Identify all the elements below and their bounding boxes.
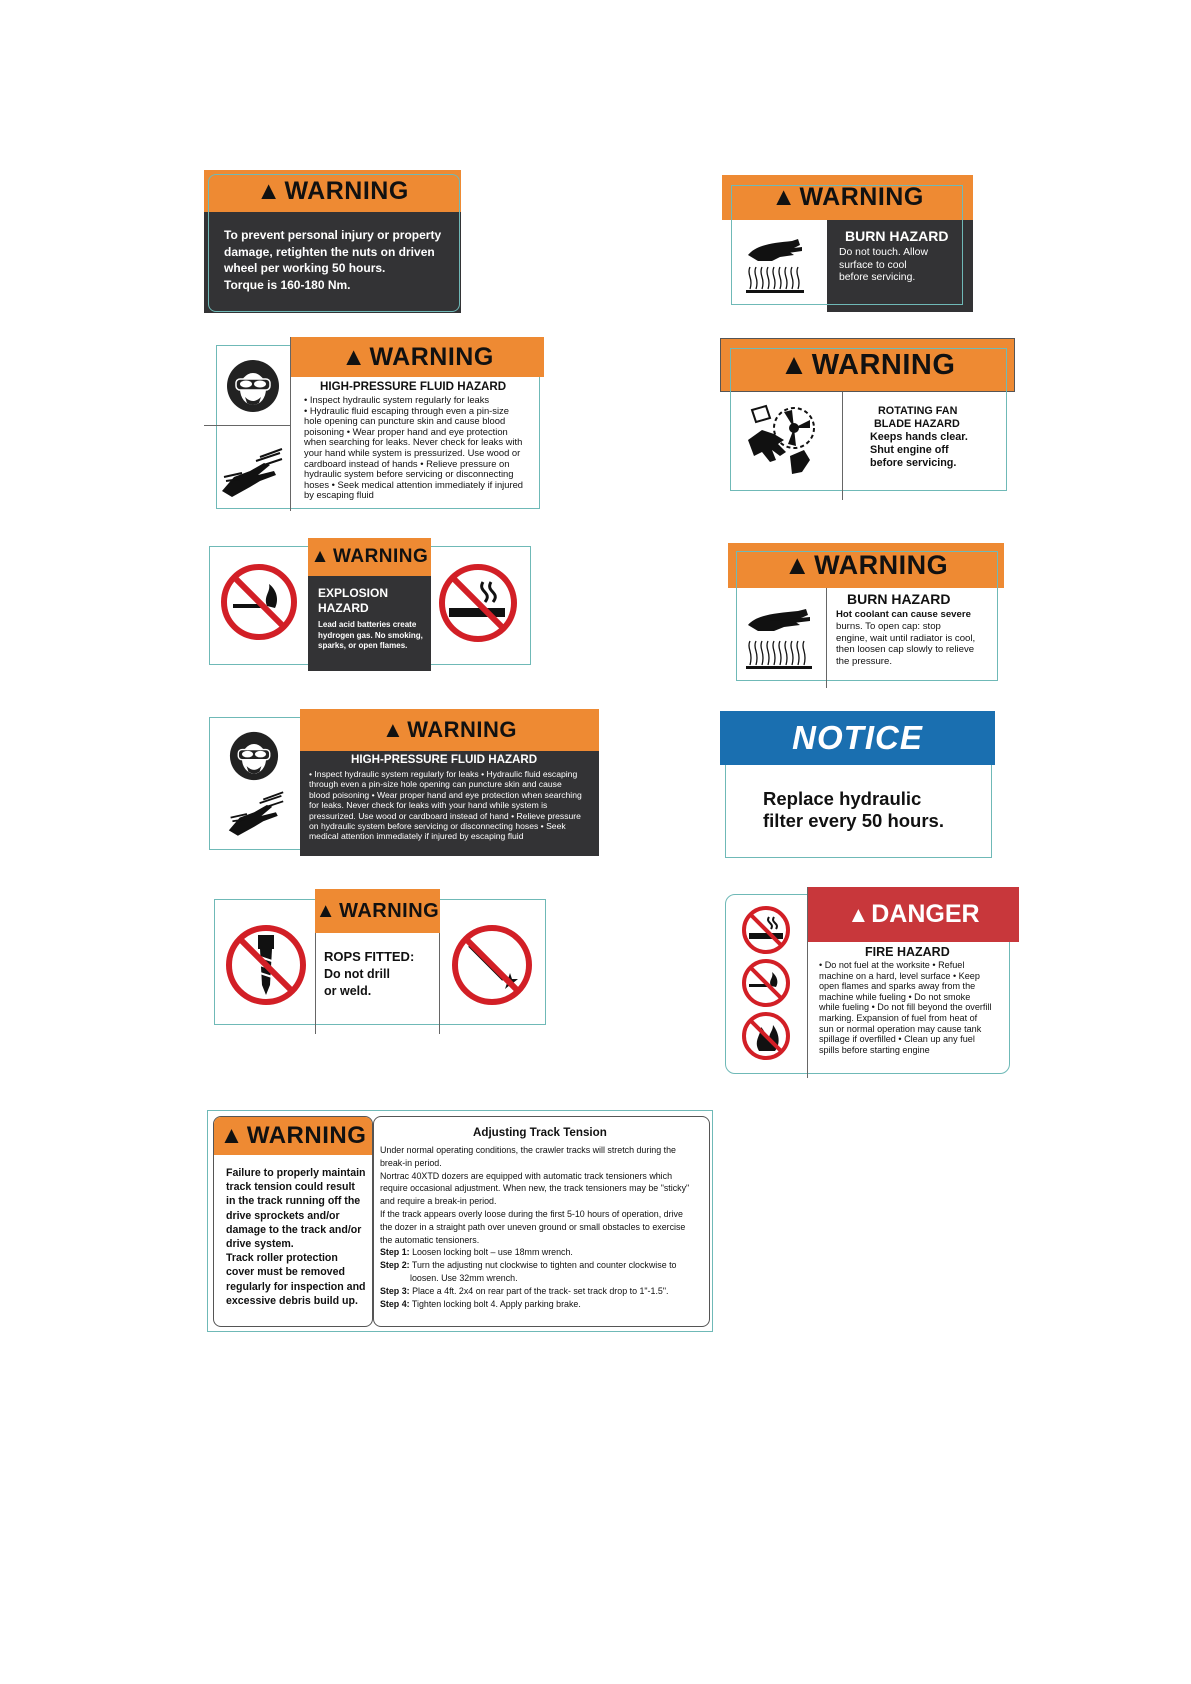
danger-label-fire-hazard	[725, 887, 1019, 1078]
label-text: To prevent personal injury or property damage, retighten the nuts on driven wheel per working 50 hours. Torque is 160-180 Nm.	[224, 228, 442, 292]
no-open-flame-icon	[219, 562, 299, 642]
no-welding-icon	[450, 923, 534, 1007]
warning-header: ▲ WARNING	[291, 337, 544, 377]
warning-header: ▲ WARNING	[315, 889, 440, 933]
warning-label-explosion-hazard	[209, 538, 529, 671]
hand-injection-icon	[227, 789, 285, 839]
warning-label-burn-hazard-surface	[722, 175, 973, 312]
warning-triangle-icon: ▲	[219, 1122, 244, 1149]
warning-label-high-pressure-fluid-light	[204, 337, 544, 511]
warning-label-rotating-fan	[720, 338, 1015, 500]
no-smoking-icon	[437, 562, 519, 644]
warning-triangle-icon: ▲	[381, 717, 405, 742]
label-text: • Inspect hydraulic system regularly for leaks • Hydraulic fluid escaping through even a pin-size hole opening can puncture skin and cause blood poisoning • Wear proper hand and eye protection when searching for leaks. Never check for leaks with your hand while system is pressurized. Use wood or cardboard instead of hands • Relieve pressure on hydraulic system before servicing or disconnecting hoses • Seek medical attention immediately if injured by escaping fluid	[304, 394, 524, 501]
warning-triangle-icon: ▲	[256, 176, 282, 205]
no-drilling-icon	[224, 923, 308, 1007]
warning-triangle-icon: ▲	[771, 183, 797, 211]
no-open-flame-icon	[741, 958, 791, 1008]
track-tension-title: Adjusting Track Tension	[473, 1126, 607, 1139]
warning-header: ▲ WARNING	[308, 538, 431, 576]
label-text: Lead acid batteries create hydrogen gas. No smoking, sparks, or open flames.	[318, 620, 423, 650]
warning-label-rops-fitted	[214, 889, 544, 1034]
warning-header: ▲ WARNING	[214, 1117, 372, 1155]
warning-triangle-icon: ▲	[341, 342, 367, 371]
warning-triangle-icon: ▲	[779, 348, 809, 381]
danger-triangle-icon: ▲	[847, 901, 870, 927]
warning-header: ▲ WARNING	[300, 709, 599, 751]
warning-triangle-icon: ▲	[310, 546, 330, 567]
hazard-title: HIGH-PRESSURE FLUID HAZARD	[320, 380, 507, 393]
label-text: Do not drill or weld.	[324, 967, 390, 998]
eye-protection-icon	[229, 731, 279, 781]
hot-surface-hand-icon	[742, 227, 812, 295]
warning-label-burn-hazard-coolant	[728, 543, 1004, 688]
warning-label-track-tension	[207, 1110, 713, 1332]
hand-injection-icon	[220, 447, 284, 499]
explosion-hazard-title: EXPLOSION HAZARD	[318, 586, 389, 615]
warning-label-high-pressure-fluid-dark	[209, 709, 599, 856]
label-text: ROTATING FAN BLADE HAZARD Keeps hands clear. Shut engine off before servicing.	[870, 405, 968, 469]
label-text: Hot coolant can cause severe burns. To open cap: stop engine, wait until radiator is cool, then loosen cap slowly to relieve the pressure.	[836, 609, 976, 668]
warning-triangle-icon: ▲	[783, 550, 812, 580]
warning-header: ▲ WARNING	[728, 543, 1004, 588]
label-text: • Inspect hydraulic system regularly for leaks • Hydraulic fluid escaping through even a pin-size hole opening can puncture skin and cause blood poisoning • Wear proper hand and eye protection when searching for leaks. Never check for leaks with your hand while system is pressurized. Use wood or cardboard instead of hand • Relieve pressure on hydraulic system before servicing or disconnecting hoses • Seek medical attention immediately if injured by escaping fluid	[309, 769, 582, 842]
no-smoking-icon	[741, 905, 791, 955]
notice-label-hydraulic-filter	[720, 711, 995, 857]
notice-header: NOTICE	[720, 711, 995, 765]
danger-header: ▲ DANGER	[808, 887, 1019, 942]
eye-protection-icon	[226, 359, 280, 413]
fan-blade-hand-icon	[744, 400, 830, 478]
burn-hazard-title: BURN HAZARD	[845, 228, 949, 244]
burn-hazard-title: BURN HAZARD	[847, 591, 951, 607]
fire-hazard-title: FIRE HAZARD	[865, 945, 950, 959]
warning-header: ▲ WARNING	[204, 170, 461, 212]
hot-surface-hand-icon	[742, 601, 820, 671]
warning-triangle-icon: ▲	[315, 899, 337, 922]
rops-title: ROPS FITTED:	[324, 949, 415, 964]
label-text: • Do not fuel at the worksite • Refuel machine on a hard, level surface • Keep open flames and sparks away from the machine while fueling • Do not smoke while fueling • Do not fill beyond the overfill marking. Expansion of fuel from heat of sun or normal operation may cause tank spillage if overfilled • Clean up any fuel spills before starting engine	[819, 960, 992, 1055]
warning-label-wheel-nuts	[204, 170, 461, 313]
hazard-title: HIGH-PRESSURE FLUID HAZARD	[351, 753, 538, 766]
label-text: Failure to properly maintain track tension could result in the track running off the drive sprockets and/or damage to the track and/or drive system. Track roller protection cover must be removed regularly for inspection and excessive debris build up.	[226, 1167, 366, 1307]
label-text: Replace hydraulic filter every 50 hours.	[763, 788, 944, 831]
label-text: Do not touch. Allow surface to cool before servicing.	[839, 247, 928, 283]
warning-header: ▲ WARNING	[722, 175, 973, 220]
no-fire-icon	[741, 1011, 791, 1061]
warning-header: ▲ WARNING	[720, 338, 1015, 392]
track-tension-body: Under normal operating conditions, the crawler tracks will stretch during the break-in period. Nortrac 40XTD dozers are equipped with automatic track tensioners which require occasional adjustment. When new, the track tensioners may be "sticky" and require a break-in period. If the track appears overly loose during the first 5-10 hours of operation, drive the dozer in a straight path over uneven ground or small obstacles to exercise the automatic tensioners. Step 1: Loosen locking bolt – use 18mm wrench. Step 2: Turn the adjusting nut clockwise to tighten and counter clockwise to loosen. Use 32mm wrench. Step 3: Place a 4ft. 2x4 on rear part of the track- set track drop to 1"-1.5". Step 4: Tighten locking bolt 4. Apply parking brake.	[380, 1145, 690, 1309]
